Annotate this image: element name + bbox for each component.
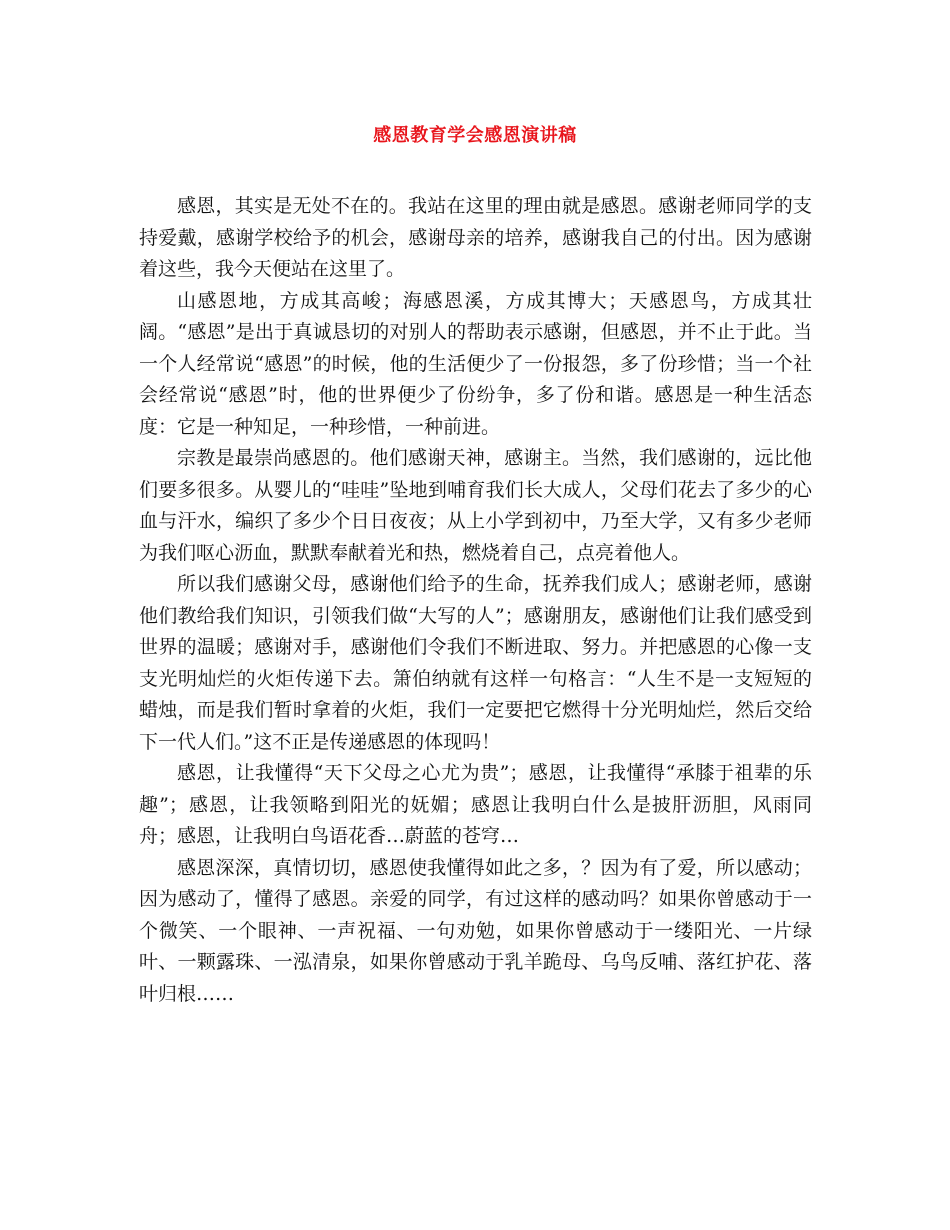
paragraph-3: 宗教是最崇尚感恩的。他们感谢天神，感谢主。当然，我们感谢的，远比他们要多很多。从婴儿的“哇哇”坠地到哺育我们长大成人，父母们花去了多少的心血与汗水，编织了多少个日日夜夜；从上小学到初中，乃至大学，又有多少老师为我们呕心沥血，默默奉献着光和热，燃烧着自己，点亮着他人。	[139, 447, 812, 564]
paragraph-1: 感恩，其实是无处不在的。我站在这里的理由就是感恩。感谢老师同学的支持爱戴，感谢学校给予的机会，感谢母亲的培养，感谢我自己的付出。因为感谢着这些，我今天便站在这里了。	[139, 195, 812, 280]
paragraph-6: 感恩深深，真情切切，感恩使我懂得如此之多，？因为有了爱，所以感动；因为感动了，懂得了感恩。亲爱的同学，有过这样的感动吗？如果你曾感动于一个微笑、一个眼神、一声祝福、一句劝勉，如果你曾感动于一缕阳光、一片绿叶、一颗露珠、一泓清泉，如果你曾感动于乳羊跪母、乌鸟反哺、落红护花、落叶归根……	[139, 856, 812, 1005]
paragraph-2: 山感恩地，方成其高峻；海感恩溪，方成其博大；天感恩鸟，方成其壮阔。“感恩”是出于真诚恳切的对别人的帮助表示感谢，但感恩，并不止于此。当一个人经常说“感恩”的时候，他的生活便少了一份报怨，多了份珍惜；当一个社会经常说“感恩”时，他的世界便少了份纷争，多了份和谐。感恩是一种生活态度：它是一种知足，一种珍惜，一种前进。	[139, 289, 812, 438]
paragraph-5: 感恩，让我懂得“天下父母之心尤为贵”；感恩，让我懂得“承膝于祖辈的乐趣”；感恩，让我领略到阳光的妩媚；感恩让我明白什么是披肝沥胆，风雨同舟；感恩，让我明白鸟语花香…蔚蓝的苍穹…	[139, 762, 812, 847]
paragraph-4: 所以我们感谢父母，感谢他们给予的生命，抚养我们成人；感谢老师，感谢他们教给我们知识，引领我们做“大写的人”；感谢朋友，感谢他们让我们感受到世界的温暖；感谢对手，感谢他们令我们不断进取、努力。并把感恩的心像一支支光明灿烂的火炬传递下去。箫伯纳就有这样一句格言：“人生不是一支短短的蜡烛，而是我们暂时拿着的火炬，我们一定要把它燃得十分光明灿烂，然后交给下一代人们。”这不正是传递感恩的体现吗！	[139, 573, 812, 753]
document-body	[139, 191, 812, 1010]
document-title: 感恩教育学会感恩演讲稿	[373, 125, 577, 146]
